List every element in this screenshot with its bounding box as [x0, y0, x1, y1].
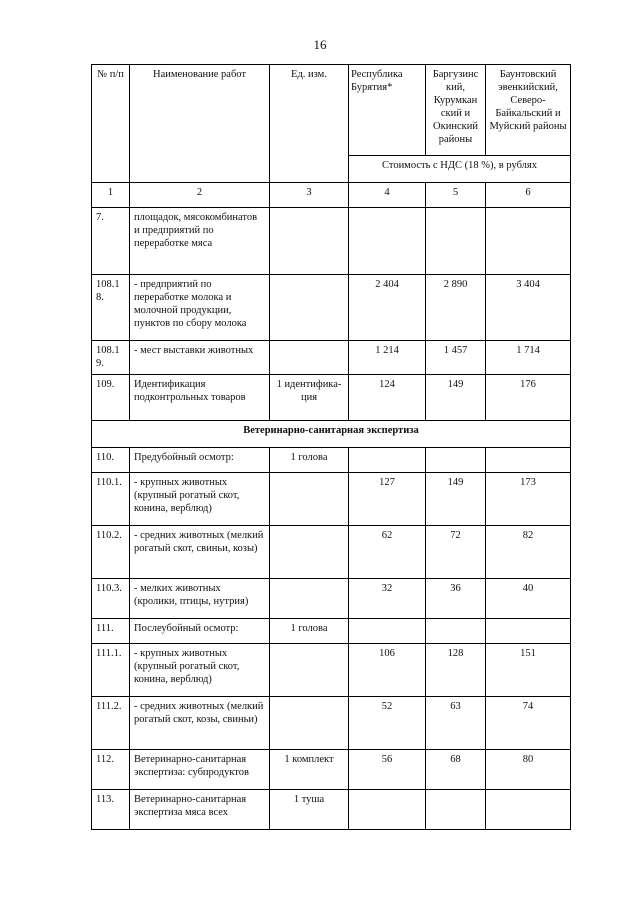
- row-value-region1: 52: [349, 697, 426, 750]
- row-unit: [270, 208, 349, 275]
- row-value-region1: 2 404: [349, 275, 426, 341]
- row-value-region2: 149: [426, 375, 486, 421]
- table-row: [92, 473, 571, 526]
- row-name: - средних животных (мелкий рогатый скот, свиньи, козы): [130, 526, 270, 579]
- row-value-region1: 106: [349, 644, 426, 697]
- row-value-region2: 68: [426, 750, 486, 790]
- header-unit: Ед. изм.: [270, 65, 349, 183]
- row-value-region1: 56: [349, 750, 426, 790]
- table-row: [92, 579, 571, 619]
- table-row: [92, 790, 571, 830]
- row-value-region1: [349, 619, 426, 644]
- row-unit: 1 туша: [270, 790, 349, 830]
- row-num: 7.: [92, 208, 130, 275]
- column-number-row: [92, 183, 571, 208]
- row-value-region2: 149: [426, 473, 486, 526]
- row-unit: 1 голова: [270, 619, 349, 644]
- column-number: 1: [92, 183, 130, 208]
- row-unit: 1 комплект: [270, 750, 349, 790]
- table-row: [92, 644, 571, 697]
- row-value-region3: [486, 790, 571, 830]
- header-region-buryatia: Республика Бурятия*: [349, 65, 426, 156]
- row-name: Послеубойный осмотр:: [130, 619, 270, 644]
- row-unit: [270, 526, 349, 579]
- row-name: - мелких животных (кролики, птицы, нутрия): [130, 579, 270, 619]
- column-number: 2: [130, 183, 270, 208]
- row-value-region3: 82: [486, 526, 571, 579]
- row-value-region3: 1 714: [486, 341, 571, 375]
- header-num: № п/п: [92, 65, 130, 183]
- row-unit: 1 голова: [270, 448, 349, 473]
- row-name: - средних животных (мелкий рогатый скот, козы, свиньи): [130, 697, 270, 750]
- table-row: [92, 526, 571, 579]
- row-num: 108.1 9.: [92, 341, 130, 375]
- section-title: Ветеринарно-санитарная экспертиза: [92, 421, 571, 448]
- row-value-region3: 74: [486, 697, 571, 750]
- row-value-region2: 1 457: [426, 341, 486, 375]
- row-value-region3: 176: [486, 375, 571, 421]
- header-name: Наименование работ: [130, 65, 270, 183]
- row-value-region2: 128: [426, 644, 486, 697]
- row-value-region2: 2 890: [426, 275, 486, 341]
- row-value-region3: [486, 448, 571, 473]
- row-num: 111.2.: [92, 697, 130, 750]
- row-value-region3: 80: [486, 750, 571, 790]
- row-value-region2: [426, 619, 486, 644]
- row-name: Ветеринарно-санитарная экспертиза: субпродуктов: [130, 750, 270, 790]
- row-name: - предприятий по переработке молока и молочной продукции, пунктов по сбору молока: [130, 275, 270, 341]
- row-num: 111.1.: [92, 644, 130, 697]
- row-num: 110.3.: [92, 579, 130, 619]
- row-unit: 1 идентифика-ция: [270, 375, 349, 421]
- row-value-region2: [426, 448, 486, 473]
- row-value-region3: 3 404: [486, 275, 571, 341]
- row-value-region2: [426, 208, 486, 275]
- row-value-region2: [426, 790, 486, 830]
- row-value-region3: [486, 208, 571, 275]
- row-value-region2: 72: [426, 526, 486, 579]
- row-num: 108.1 8.: [92, 275, 130, 341]
- row-value-region1: [349, 448, 426, 473]
- row-num: 109.: [92, 375, 130, 421]
- row-value-region1: 32: [349, 579, 426, 619]
- row-num: 113.: [92, 790, 130, 830]
- row-name: - крупных животных (крупный рогатый скот, конина, верблюд): [130, 473, 270, 526]
- row-value-region3: 173: [486, 473, 571, 526]
- section-header-row: [92, 421, 571, 448]
- row-name: Идентификация подконтрольных товаров: [130, 375, 270, 421]
- table-row: [92, 619, 571, 644]
- row-num: 112.: [92, 750, 130, 790]
- table-row: [92, 697, 571, 750]
- row-unit: [270, 341, 349, 375]
- row-num: 110.: [92, 448, 130, 473]
- row-name: Ветеринарно-санитарная экспертиза мяса всех: [130, 790, 270, 830]
- table-row: [92, 448, 571, 473]
- column-number: 5: [426, 183, 486, 208]
- row-value-region1: 124: [349, 375, 426, 421]
- row-unit: [270, 473, 349, 526]
- row-num: 110.1.: [92, 473, 130, 526]
- row-value-region1: 127: [349, 473, 426, 526]
- row-name: - крупных животных (крупный рогатый скот, конина, верблюд): [130, 644, 270, 697]
- row-name: Предубойный осмотр:: [130, 448, 270, 473]
- page-number: 16: [313, 37, 327, 52]
- row-value-region2: 36: [426, 579, 486, 619]
- column-number: 6: [486, 183, 571, 208]
- table-row: [92, 275, 571, 341]
- column-number: 4: [349, 183, 426, 208]
- row-num: 110.2.: [92, 526, 130, 579]
- row-value-region2: 63: [426, 697, 486, 750]
- row-value-region3: [486, 619, 571, 644]
- header-region-bauntov: Баунтовский эвенкийский, Северо-Байкальский и Муйский районы: [486, 65, 571, 156]
- cost-caption: Стоимость с НДС (18 %), в рублях: [349, 156, 571, 183]
- column-number: 3: [270, 183, 349, 208]
- row-value-region1: 1 214: [349, 341, 426, 375]
- row-unit: [270, 697, 349, 750]
- table-row: [92, 750, 571, 790]
- row-value-region1: [349, 790, 426, 830]
- price-table: [91, 64, 571, 830]
- row-unit: [270, 579, 349, 619]
- row-name: - мест выставки животных: [130, 341, 270, 375]
- header-region-barguzin: Баргузинс кий, Курумкан ский и Окинский районы: [426, 65, 486, 156]
- table-header-row: [92, 65, 571, 156]
- row-value-region3: 151: [486, 644, 571, 697]
- row-name: площадок, мясокомбинатов и предприятий по переработке мяса: [130, 208, 270, 275]
- row-value-region1: 62: [349, 526, 426, 579]
- table-row: [92, 375, 571, 421]
- row-unit: [270, 644, 349, 697]
- table-row: [92, 208, 571, 275]
- row-unit: [270, 275, 349, 341]
- row-value-region3: 40: [486, 579, 571, 619]
- table-row: [92, 341, 571, 375]
- row-value-region1: [349, 208, 426, 275]
- row-num: 111.: [92, 619, 130, 644]
